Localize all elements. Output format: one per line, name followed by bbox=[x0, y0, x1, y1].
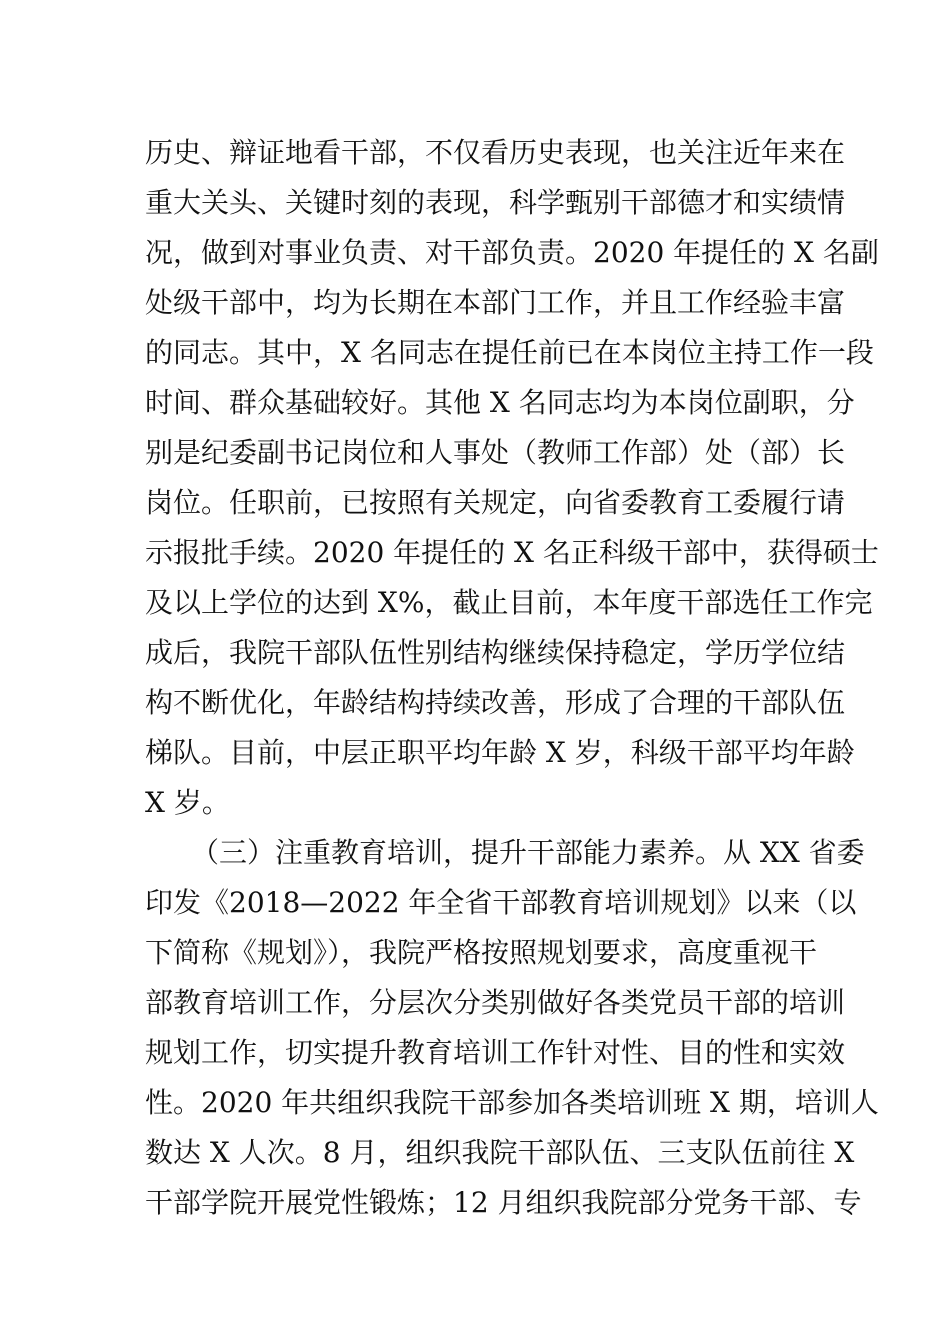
paragraph-1-line-5: 的同志。其中，X 名同志在提任前已在本岗位主持工作一段 bbox=[145, 336, 874, 369]
paragraph-1-line-14: X 岁。 bbox=[145, 786, 230, 819]
paragraph-1-line-2: 重大关头、关键时刻的表现，科学甄别干部德才和实绩情 bbox=[145, 186, 846, 219]
paragraph-2-line-3: 下简称《规划》），我院严格按照规划要求，高度重视干 bbox=[145, 936, 818, 969]
paragraph-1-line-12: 构不断优化，年龄结构持续改善，形成了合理的干部队伍 bbox=[145, 686, 846, 719]
paragraph-1-line-7: 别是纪委副书记岗位和人事处（教师工作部）处（部）长 bbox=[145, 436, 846, 469]
paragraph-1-line-1: 历史、辩证地看干部，不仅看历史表现，也关注近年来在 bbox=[145, 136, 846, 169]
paragraph-1-line-9: 示报批手续。2020 年提任的 X 名正科级干部中，获得硕士 bbox=[145, 536, 879, 569]
paragraph-2-line-2: 印发《2018—2022 年全省干部教育培训规划》以来（以 bbox=[145, 886, 857, 919]
paragraph-1-line-11: 成后，我院干部队伍性别结构继续保持稳定，学历学位结 bbox=[145, 636, 846, 669]
paragraph-1-line-4: 处级干部中，均为长期在本部门工作，并且工作经验丰富 bbox=[145, 286, 846, 319]
paragraph-1-line-3: 况，做到对事业负责、对干部负责。2020 年提任的 X 名副 bbox=[145, 236, 879, 269]
paragraph-2-line-8: 干部学院开展党性锻炼；12 月组织我院部分党务干部、专 bbox=[145, 1186, 862, 1219]
paragraph-1-line-13: 梯队。目前，中层正职平均年龄 X 岁，科级干部平均年龄 bbox=[145, 736, 855, 769]
paragraph-1-line-10: 及以上学位的达到 X%，截止目前，本年度干部选任工作完 bbox=[145, 586, 873, 619]
paragraph-1-line-6: 时间、群众基础较好。其他 X 名同志均为本岗位副职，分 bbox=[145, 386, 855, 419]
paragraph-2-line-1: （三）注重教育培训，提升干部能力素养。从 XX 省委 bbox=[191, 836, 865, 869]
paragraph-2-line-4: 部教育培训工作，分层次分类别做好各类党员干部的培训 bbox=[145, 986, 846, 1019]
paragraph-2-line-6: 性。2020 年共组织我院干部参加各类培训班 X 期，培训人 bbox=[145, 1086, 879, 1119]
paragraph-2-line-5: 规划工作，切实提升教育培训工作针对性、目的性和实效 bbox=[145, 1036, 846, 1069]
paragraph-1-line-8: 岗位。任职前，已按照有关规定，向省委教育工委履行请 bbox=[145, 486, 846, 519]
paragraph-2-line-7: 数达 X 人次。8 月，组织我院干部队伍、三支队伍前往 X bbox=[145, 1136, 855, 1169]
